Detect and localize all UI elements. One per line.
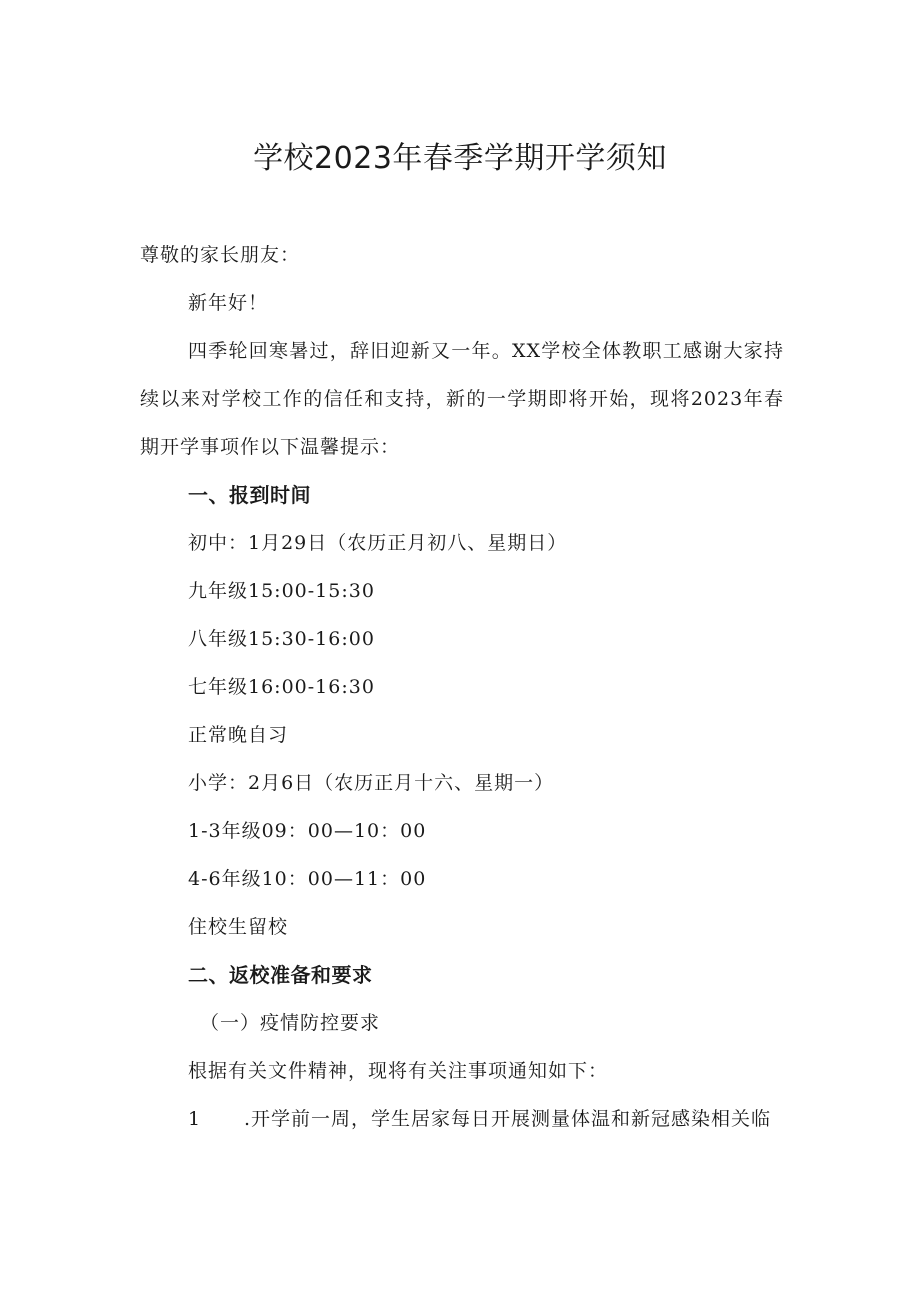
item-text: .开学前一周，学生居家每日开展测量体温和新冠感染相关临: [244, 1108, 772, 1130]
intro-line-2: 续以来对学校工作的信任和支持，新的一学期即将开始，现将2023年春: [140, 388, 784, 410]
section2-subheading: （一）疫情防控要求: [200, 1012, 381, 1034]
item-number: 1: [188, 1108, 202, 1130]
schedule-item-grade9: 九年级15:00-15:30: [188, 580, 375, 602]
schedule-item-grade4-6: 4-6年级10：00—11：00: [188, 868, 427, 890]
intro-line-3: 期开学事项作以下温馨提示：: [140, 436, 401, 458]
section1-heading: 一、报到时间: [188, 483, 311, 507]
schedule-item-primary: 小学：2月6日（农历正月十六、星期一）: [188, 772, 555, 794]
intro-line-1: 四季轮回寒暑过，辞旧迎新又一年。XX学校全体教职工感谢大家持: [188, 340, 784, 362]
section2-intro: 根据有关文件精神，现将有关注事项通知如下：: [188, 1060, 609, 1082]
schedule-item-grade1-3: 1-3年级09：00—10：00: [188, 820, 427, 842]
document-title: 学校2023年春季学期开学须知: [253, 141, 667, 176]
schedule-item-evening-study: 正常晚自习: [188, 724, 289, 746]
schedule-item-grade7: 七年级16:00-16:30: [188, 676, 375, 698]
schedule-item-junior: 初中：1月29日（农历正月初八、星期日）: [188, 532, 568, 554]
greeting: 新年好！: [188, 292, 269, 314]
section2-heading: 二、返校准备和要求: [188, 963, 373, 987]
salutation: 尊敬的家长朋友：: [140, 244, 301, 266]
schedule-item-grade8: 八年级15:30-16:00: [188, 628, 375, 650]
schedule-item-boarders: 住校生留校: [188, 916, 289, 938]
